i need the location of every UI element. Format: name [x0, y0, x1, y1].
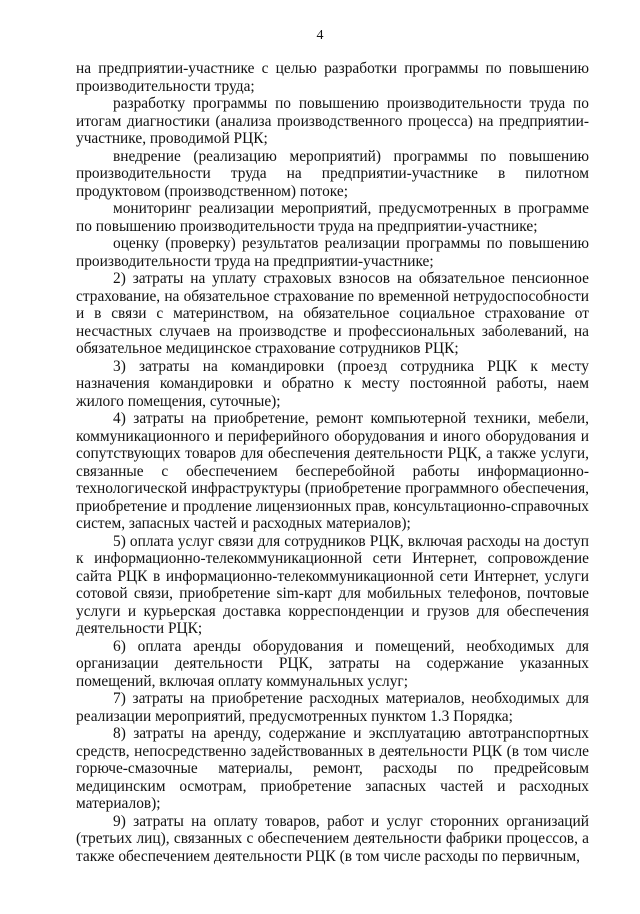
- paragraph-continuation: на предприятии-участнике с целью разработки программы по повышению производительности труда;: [76, 60, 589, 95]
- paragraph-program-development: разработку программы по повышению производительности труда по итогам диагностики (анализа производственного процесса) на предприятии-участнике, проводимой РЦК;: [76, 95, 589, 147]
- paragraph-evaluation: оценку (проверку) результатов реализации программы по повышению производительности труда на предприятии-участнике;: [76, 235, 589, 270]
- paragraph-item-3: 3) затраты на командировки (проезд сотрудника РЦК к месту назначения командировки и обратно к месту постоянной работы, наем жилого помещения, суточные);: [76, 357, 589, 410]
- paragraph-item-7: 7) затраты на приобретение расходных материалов, необходимых для реализации мероприятий, предусмотренных пунктом 1.3 Порядка;: [76, 690, 589, 725]
- page-number: 4: [316, 28, 324, 43]
- paragraph-item-2: 2) затраты на уплату страховых взносов на обязательное пенсионное страхование, на обязательное страхование по временной нетрудоспособности и в связи с материнством, на обязательное социальное страхование от несчастных случаев на производстве и профессиональных заболеваний, на обязательное медицинское страхование сотрудников РЦК;: [76, 270, 589, 357]
- paragraph-item-4: 4) затраты на приобретение, ремонт компьютерной техники, мебели, коммуникационного и периферийного оборудования и иного оборудования и сопутствующих товаров для обеспечения деятельности РЦК, а также услуги, связанные с обеспечением бесперебойной работы информационно-технологической инфраструктуры (приобретение программного обеспечения, приобретение и продление лицензионных прав, консультационно-справочных систем, запасных частей и расходных материалов);: [76, 410, 589, 532]
- paragraph-monitoring: мониторинг реализации мероприятий, предусмотренных в программе по повышению производительности труда на предприятии-участнике;: [76, 200, 589, 235]
- paragraph-item-9: 9) затраты на оплату товаров, работ и услуг сторонних организаций (третьих лиц), связанных с обеспечением деятельности фабрики процессов, а также обеспечением деятельности РЦК (в том числе расходы по первичным,: [76, 812, 589, 865]
- paragraph-item-5: 5) оплата услуг связи для сотрудников РЦК, включая расходы на доступ к информационно-телекоммуникационной сети Интернет, сопровождение сайта РЦК в информационно-телекоммуникационной сети Интернет, услуги сотовой связи, приобретение sim-карт для мобильных телефонов, почтовые услуги и курьерская доставка корреспонденции и грузов для обеспечения деятельности РЦК;: [76, 532, 589, 637]
- paragraph-item-6: 6) оплата аренды оборудования и помещений, необходимых для организации деятельности РЦК, затраты на содержание указанных помещений, включая оплату коммунальных услуг;: [76, 637, 589, 690]
- document-body: [76, 60, 589, 865]
- paragraph-implementation: внедрение (реализацию мероприятий) программы по повышению производительности труда на предприятии-участнике в пилотном продуктовом (производственном) потоке;: [76, 147, 589, 200]
- paragraph-item-8: 8) затраты на аренду, содержание и эксплуатацию автотранспортных средств, непосредственно задействованных в деятельности РЦК (в том числе горюче-смазочные материалы, ремонт, расходы по предрейсовым медицинским осмотрам, приобретение запасных частей и расходных материалов);: [76, 725, 589, 812]
